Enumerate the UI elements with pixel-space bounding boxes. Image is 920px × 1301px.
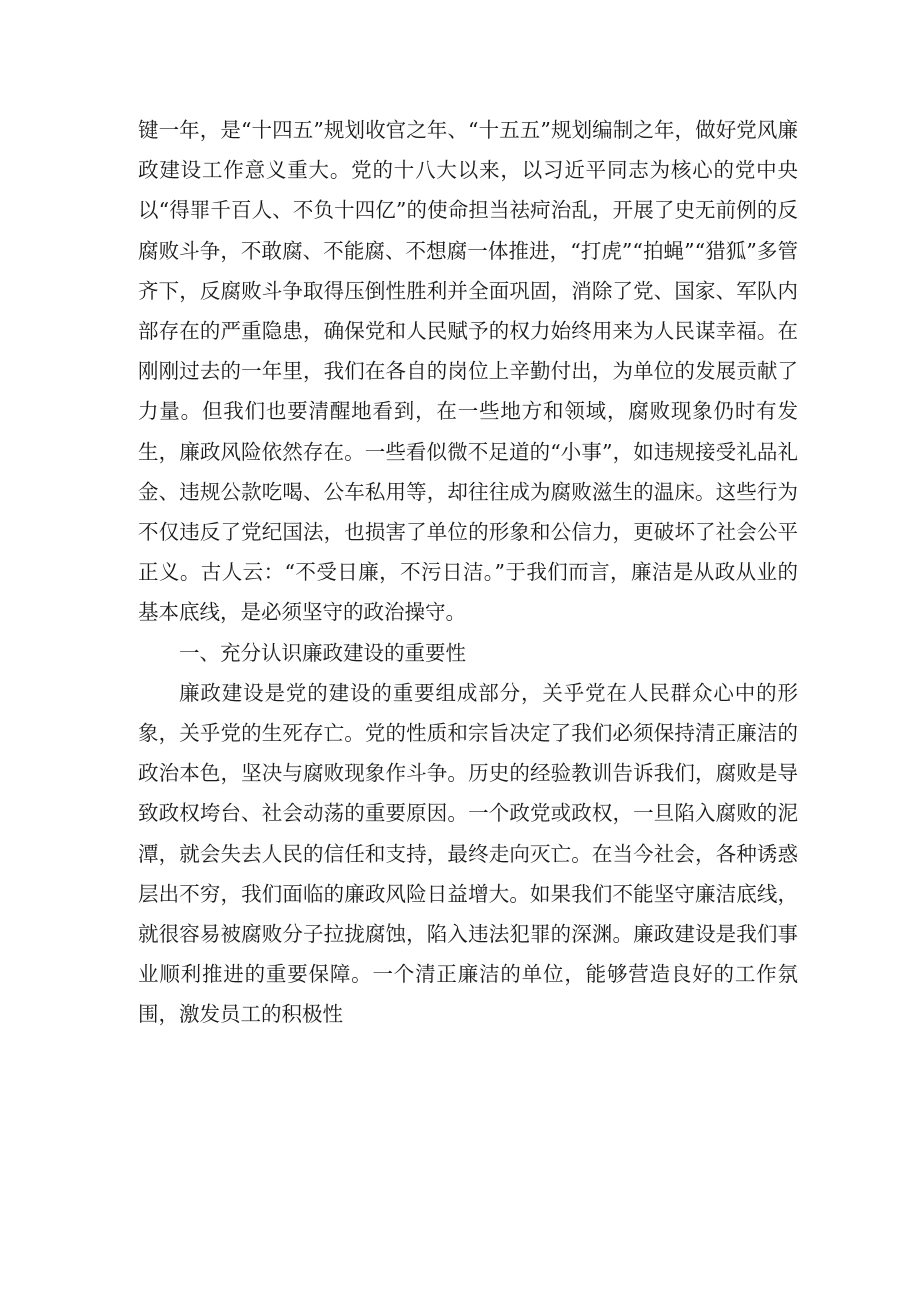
body-paragraph-2: 廉政建设是党的建设的重要组成部分，关乎党在人民群众心中的形象，关乎党的生死存亡。党的性质和宗旨决定了我们必须保持清正廉洁的政治本色，坚决与腐败现象作斗争。历史的经验教训告诉我们，腐败是导致政权垮台、社会动荡的重要原因。一个政党或政权，一旦陷入腐败的泥潭，就会失去人民的信任和支持，最终走向灭亡。在当今社会，各种诱惑层出不穷，我们面临的廉政风险日益增大。如果我们不能坚守廉洁底线，就很容易被腐败分子拉拢腐蚀，陷入违法犯罪的深渊。廉政建设是我们事业顺利推进的重要保障。一个清正廉洁的单位，能够营造良好的工作氛围，激发员工的积极性 xyxy=(138,680,798,1027)
section-heading-1: 一、充分认识廉政建设的重要性 xyxy=(179,640,466,665)
document-body xyxy=(138,110,798,1035)
body-paragraph-1: 键一年，是“十四五”规划收官之年、“十五五”规划编制之年，做好党风廉政建设工作意义重大。党的十八大以来，以习近平同志为核心的党中央以“得罪千百人、不负十四亿”的使命担当祛疴治乱，开展了史无前例的反腐败斗争，不敢腐、不能腐、不想腐一体推进，“打虎”“拍蝇”“猎狐”多管齐下，反腐败斗争取得压倒性胜利并全面巩固，消除了党、国家、军队内部存在的严重隐患，确保党和人民赋予的权力始终用来为人民谋幸福。在刚刚过去的一年里，我们在各自的岗位上辛勤付出，为单位的发展贡献了力量。但我们也要清醒地看到，在一些地方和领域，腐败现象仍时有发生，廉政风险依然存在。一些看似微不足道的“小事”，如违规接受礼品礼金、违规公款吃喝、公车私用等，却往往成为腐败滋生的温床。这些行为不仅违反了党纪国法，也损害了单位的形象和公信力，更破坏了社会公平正义。古人云：“不受日廉，不污日洁。”于我们而言，廉洁是从政从业的基本底线，是必须坚守的政治操守。 xyxy=(138,118,798,625)
